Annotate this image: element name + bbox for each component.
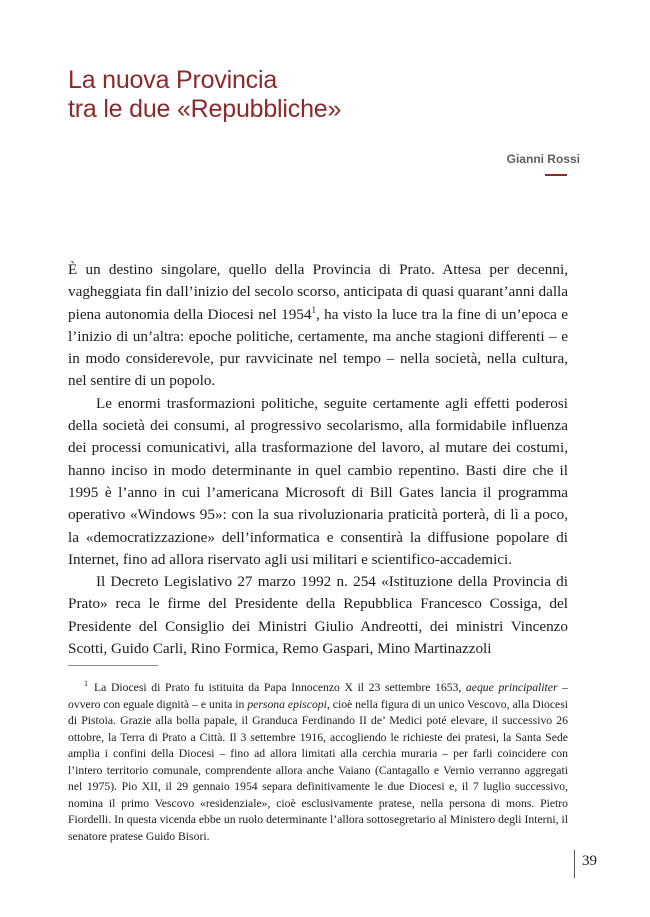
paragraph-1-text-b: , ha visto la luce tra la fine di un’epoca e l’inizio di un’altra: epoche politiche, certamente, ma anche stagioni differenti – e in modo considerevole, pur ravvicinate nel tempo – nella società, nella cultura, nel sentire di un popolo. [68, 305, 568, 390]
page-number-separator [574, 850, 575, 878]
author-name: Gianni Rossi [506, 152, 580, 166]
footnote-italic-2: persona episcopi [247, 697, 327, 711]
author-underline [545, 174, 567, 176]
body-text [68, 259, 568, 660]
footnote-1 [68, 680, 568, 845]
chapter-title-line-1: La nuova Provincia [68, 66, 278, 94]
footnote-italic-1: aeque principaliter [465, 681, 558, 694]
paragraph-1 [68, 259, 568, 393]
footnote-number: 1 [84, 679, 88, 689]
chapter-title-line-2: tra le due «Repubbliche» [68, 95, 342, 123]
page-number: 39 [582, 853, 597, 869]
paragraph-3: Il Decreto Legislativo 27 marzo 1992 n. 254 «Istituzione della Provincia di Prato» reca le firme del Presidente della Repubblica Francesco Cossiga, del Presidente del Consiglio dei Ministri Giulio Andreotti, dei ministri Vincenzo Scotti, Guido Carli, Rino Formica, Remo Gaspari, Mino Martinazzoli [68, 573, 568, 658]
footnote-text-3: , cioè nella figura di un unico Vescovo, alla Diocesi di Pistoia. Grazie alla bolla papale, il Granduca Ferdinando II de’ Medici poté elevare, il successivo 26 ottobre, la Terra di Prato a Città. Il 3 settembre 1916, accogliendo le richieste dei pratesi, la Santa Sede amplia i confini della Diocesi – fino ad allora limitati alla cerchia muraria – per farli coincidere con l’intero territorio comunale, comprendente allora anche Vaiano (Cantagallo e Vernio verranno aggregati nel 1975). Pio XII, il 29 gennaio 1954 separa definitivamente le due Diocesi e, il 7 luglio successivo, nomina il primo Vescovo «residenziale», cioè esclusivamente pratese, nella persona di mons. Pietro Fiordelli. In questa vicenda ebbe un ruolo determinante l’allora sottosegretario al Ministero degli Interni, il senatore pratese Guido Bisori. [68, 697, 569, 843]
paragraph-1-text-a: È un destino singolare, quello della Provincia di Prato. Attesa per decenni, vagheggiata fin dall’inizio del secolo scorso, anticipata di quasi quarant’anni dalla piena autonomia della Diocesi nel 1954 [68, 261, 568, 323]
footnote [68, 680, 568, 845]
footnote-text-2: – ovvero con eguale dignità – e unita in [68, 681, 568, 711]
footnote-reference: 1 [311, 304, 316, 315]
paragraph-2: Le enormi trasformazioni politiche, seguite certamente agli effetti poderosi della società dei consumi, al progressivo secolarismo, alla formidabile influenza dei processi comunicativi, alla trasformazione del lavoro, al mutare dei costumi, hanno inciso in modo determinante in quel cambio repentino. Basti dire che il 1995 è l’anno in cui l’americana Microsoft di Bill Gates lancia il programma operativo «Windows 95»: con la sua rivoluzionaria praticità porterà, di lì a poco, la «democratizzazione» dell’informatica e consentirà la diffusione popolare di Internet, fino ad allora riservato agli usi militari e scientifico-accademici. [68, 394, 568, 568]
footnote-separator [68, 665, 158, 666]
footnote-text-1: La Diocesi di Prato fu istituita da Papa Innocenzo X il 23 settembre 1653, [94, 681, 466, 694]
chapter-title [68, 66, 588, 124]
